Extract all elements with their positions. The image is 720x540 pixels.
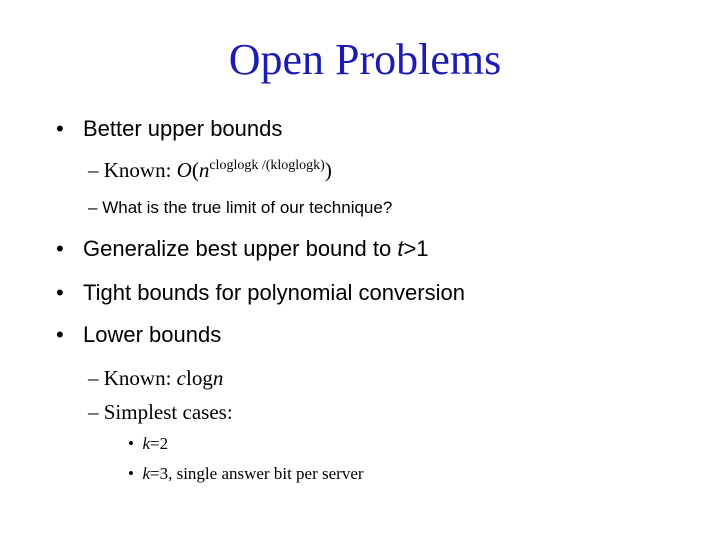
- case-text: =3, single answer bit per server: [150, 464, 364, 483]
- dash: –: [88, 400, 99, 424]
- close-paren: ): [324, 158, 332, 182]
- var-n: n: [198, 158, 210, 182]
- big-o: O: [176, 158, 192, 182]
- var-t: t: [397, 236, 404, 261]
- bullet-dot: •: [128, 464, 134, 483]
- var-n: n: [212, 366, 224, 390]
- bullet-text: [83, 236, 429, 262]
- sub-bullet-known-lower: [88, 366, 223, 391]
- bullet-text: Better upper bounds: [83, 116, 283, 141]
- dash: –: [88, 366, 99, 390]
- known-label: Known:: [103, 158, 177, 182]
- bullet-dot: •: [56, 322, 64, 347]
- bullet-text: Lower bounds: [83, 322, 222, 347]
- bullet-dot: •: [56, 280, 64, 305]
- sub-sub-bullet-k2: [128, 434, 168, 454]
- sub-bullet-true-limit: [88, 198, 392, 218]
- case-text: =2: [150, 434, 169, 453]
- var-k: k: [142, 434, 150, 453]
- sub-sub-bullet-k3: [128, 464, 364, 484]
- sub-bullet-simplest-cases: [88, 400, 233, 425]
- slide-title: Open Problems: [228, 35, 502, 84]
- text-suffix: >1: [403, 236, 429, 261]
- sub-bullet-known-upper: [88, 158, 332, 183]
- bullet-dot: •: [56, 236, 64, 261]
- var-k: k: [142, 464, 150, 483]
- dash: –: [88, 198, 98, 217]
- var-c: c: [176, 366, 186, 390]
- bullet-dot: •: [56, 116, 64, 141]
- bullet-dot: •: [128, 434, 134, 453]
- dash: –: [88, 158, 99, 182]
- sub-bullet-text: Simplest cases:: [103, 400, 233, 424]
- log-text: log: [186, 366, 213, 390]
- open-paren: (: [191, 158, 199, 182]
- known-label: Known:: [103, 366, 177, 390]
- bullet-text: Tight bounds for polynomial conversion: [83, 280, 465, 305]
- exponent: cloglogk /(kloglogk): [209, 158, 325, 173]
- text-prefix: Generalize best upper bound to: [83, 236, 398, 261]
- sub-bullet-text: What is the true limit of our technique?: [102, 198, 393, 217]
